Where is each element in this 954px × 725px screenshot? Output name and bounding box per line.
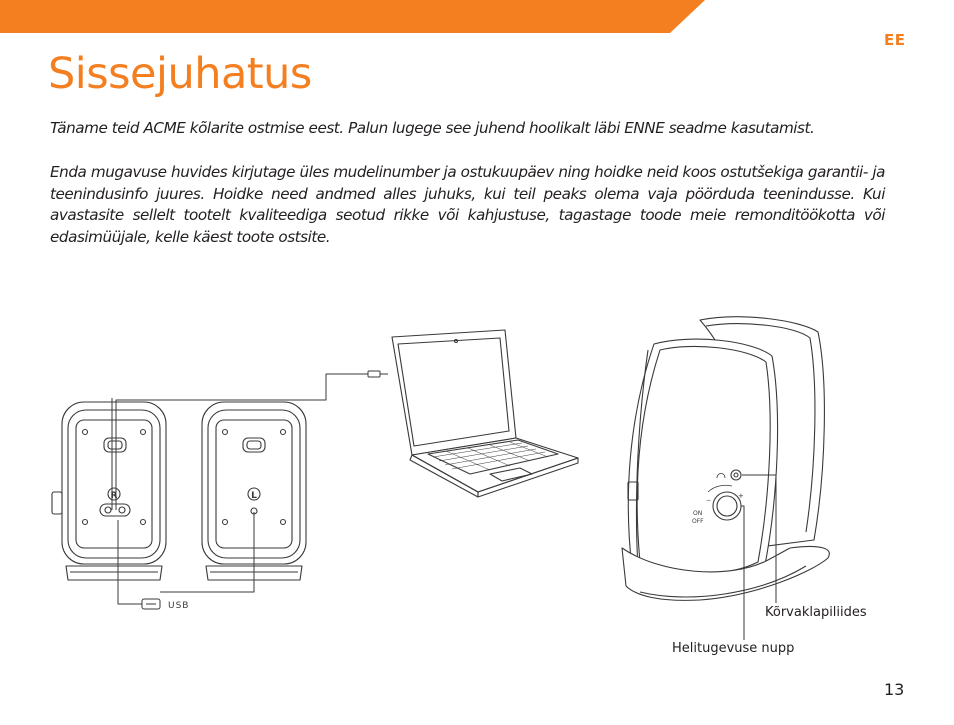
volume-knob-label: Helitugevuse nupp bbox=[672, 641, 795, 656]
intro-text: Täname teid ACME kõlarite ostmise eest. Palun lugege see juhend hoolikalt läbi ENNE seadme kasutamist. bbox=[50, 119, 815, 137]
power-off-label: OFF bbox=[692, 518, 704, 525]
laptop bbox=[392, 330, 578, 497]
usb-label: USB bbox=[168, 601, 190, 611]
right-speaker-back bbox=[52, 402, 166, 580]
power-on-label: ON bbox=[693, 510, 703, 517]
right-speaker-mark: R bbox=[110, 491, 118, 501]
page-title: Sissejuhatus bbox=[48, 49, 312, 99]
speaker-front bbox=[622, 317, 829, 601]
header-band bbox=[0, 0, 954, 34]
left-speaker-mark: L bbox=[251, 491, 257, 501]
volume-minus-label: − bbox=[706, 497, 712, 504]
headphone-jack-label: Kõrvaklapiliides bbox=[765, 605, 867, 620]
body-text: Enda mugavuse huvides kirjutage üles mudelinumber ja ostukuupäev ning hoidke neid koos ostutšekiga garantii- ja teenindusinfo juures. Hoidke need andmed alles juhuks, kui teil peaks olema vaja pöörduda teenindusse. Kui avastasite sellelt tootelt kvaliteediga seotud rikke või kahjustuse, tagastage toode meie remonditöökotta või edasimüüjale, kelle käest toote ostsite. bbox=[50, 163, 885, 246]
page-number: 13 bbox=[884, 680, 905, 699]
headphone-jack bbox=[731, 470, 741, 480]
volume-plus-label: + bbox=[738, 492, 744, 500]
language-tag: EE bbox=[884, 31, 906, 49]
